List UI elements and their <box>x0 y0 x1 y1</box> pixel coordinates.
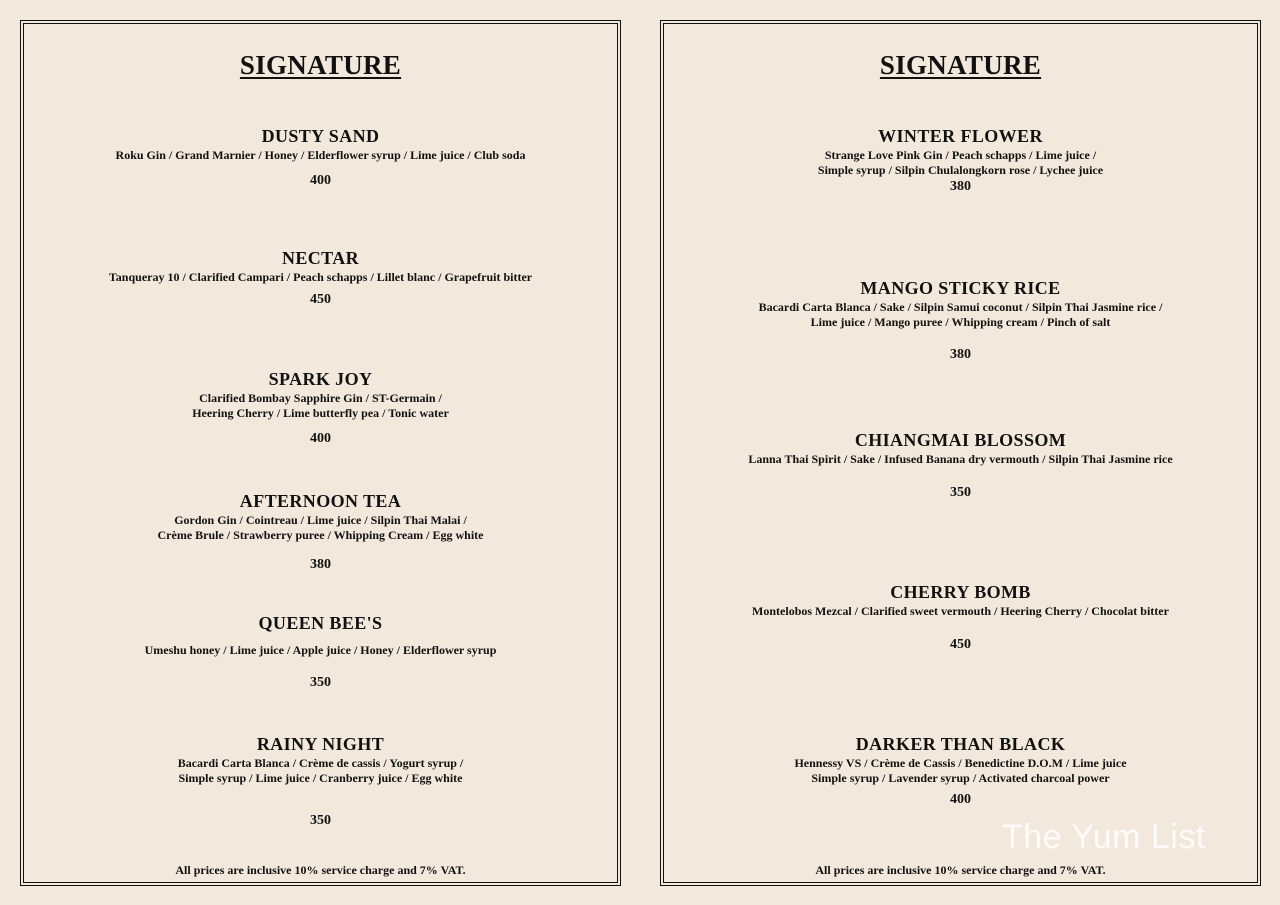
item-name: RAINY NIGHT <box>256 734 385 754</box>
item-ingredients: Bacardi Carta Blanca / Crème de cassis / Yogurt syrup / <box>177 756 464 770</box>
menu-item-dusty-sand <box>24 125 617 190</box>
item-price: 350 <box>950 485 971 500</box>
item-price: 380 <box>310 557 331 572</box>
item-price: 450 <box>310 292 331 307</box>
item-name: NECTAR <box>281 248 360 268</box>
item-name: AFTERNOON TEA <box>239 491 402 511</box>
item-ingredients: Lanna Thai Spirit / Sake / Infused Banana dry vermouth / Silpin Thai Jasmine rice <box>748 452 1173 466</box>
menu-item-queen-bees <box>24 612 617 692</box>
item-price: 380 <box>950 179 971 194</box>
item-ingredients: Gordon Gin / Cointreau / Lime juice / Silpin Thai Malai / <box>174 513 467 527</box>
menu-page-right <box>660 20 1261 886</box>
item-price: 350 <box>310 675 331 690</box>
item-ingredients: Umeshu honey / Lime juice / Apple juice / Honey / Elderflower syrup <box>144 643 497 657</box>
menu-item-spark-joy <box>24 368 617 448</box>
item-price: 450 <box>950 637 971 652</box>
menu-item-rainy-night <box>24 733 617 830</box>
item-price: 350 <box>310 813 331 828</box>
item-ingredients: Simple syrup / Lavender syrup / Activated charcoal power <box>811 771 1110 785</box>
item-ingredients: Roku Gin / Grand Marnier / Honey / Elderflower syrup / Lime juice / Club soda <box>115 148 526 162</box>
item-ingredients: Simple syrup / Silpin Chulalongkorn rose / Lychee juice <box>817 163 1104 177</box>
page-title: SIGNATURE <box>239 50 402 80</box>
menu-item-mango-sticky-rice <box>664 277 1257 364</box>
item-ingredients: Clarified Bombay Sapphire Gin / ST-Germain / <box>199 391 442 405</box>
item-name: MANGO STICKY RICE <box>860 278 1061 298</box>
menu-page-left <box>20 20 621 886</box>
item-ingredients: Hennessy VS / Crème de Cassis / Benedictine D.O.M / Lime juice <box>794 756 1127 770</box>
menu-item-chiangmai-blossom <box>664 429 1257 502</box>
item-ingredients: Bacardi Carta Blanca / Sake / Silpin Samui coconut / Silpin Thai Jasmine rice / <box>758 300 1163 314</box>
item-name: WINTER FLOWER <box>878 126 1043 146</box>
item-price: 400 <box>310 173 331 188</box>
item-name: CHERRY BOMB <box>890 582 1031 602</box>
item-ingredients: Crème Brule / Strawberry puree / Whipping Cream / Egg white <box>157 528 484 542</box>
item-name: DUSTY SAND <box>261 126 380 146</box>
item-price: 400 <box>310 431 331 446</box>
item-price: 380 <box>950 347 971 362</box>
menu-item-winter-flower <box>664 125 1257 196</box>
item-price: 400 <box>950 792 971 807</box>
item-name: QUEEN BEE'S <box>258 613 383 633</box>
item-name: CHIANGMAI BLOSSOM <box>854 430 1067 450</box>
item-name: DARKER THAN BLACK <box>855 734 1066 754</box>
page-title: SIGNATURE <box>879 50 1042 80</box>
menu-item-afternoon-tea <box>24 490 617 574</box>
menu-item-darker-than-black <box>664 733 1257 809</box>
item-ingredients: Montelobos Mezcal / Clarified sweet vermouth / Heering Cherry / Chocolat bitter <box>752 604 1169 618</box>
watermark-logo: The Yum List <box>1002 818 1206 856</box>
item-ingredients: Simple syrup / Lime juice / Cranberry juice / Egg white <box>178 771 463 785</box>
item-ingredients: Lime juice / Mango puree / Whipping cream / Pinch of salt <box>810 315 1111 329</box>
item-name: SPARK JOY <box>268 369 373 389</box>
price-disclaimer: All prices are inclusive 10% service charge and 7% VAT. <box>175 863 466 877</box>
menu-item-cherry-bomb <box>664 581 1257 654</box>
item-ingredients: Tanqueray 10 / Clarified Campari / Peach schapps / Lillet blanc / Grapefruit bitter <box>108 270 533 284</box>
menu-item-nectar <box>24 247 617 309</box>
price-disclaimer: All prices are inclusive 10% service charge and 7% VAT. <box>815 863 1106 877</box>
item-ingredients: Strange Love Pink Gin / Peach schapps / Lime juice / <box>824 148 1097 162</box>
item-ingredients: Heering Cherry / Lime butterfly pea / Tonic water <box>192 406 449 420</box>
